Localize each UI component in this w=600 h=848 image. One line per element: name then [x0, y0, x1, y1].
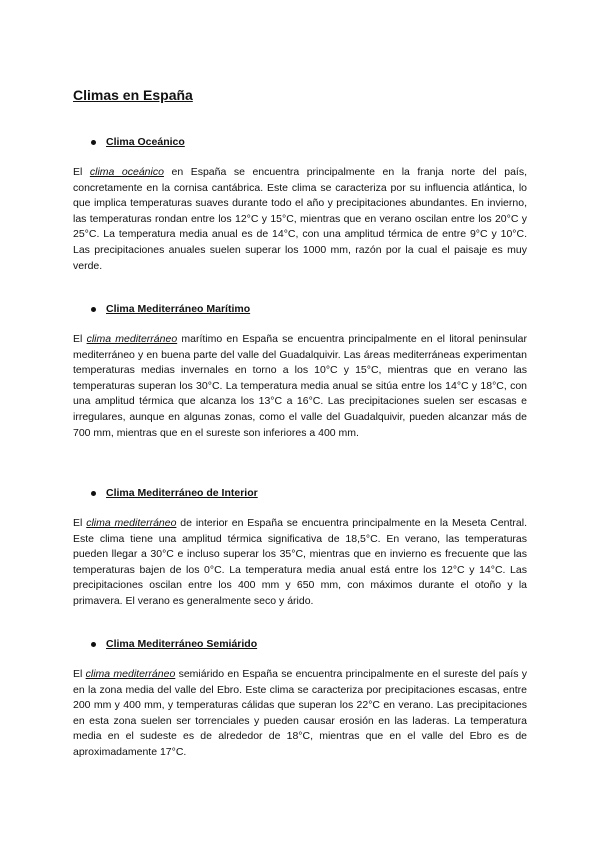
- section-heading: [91, 486, 527, 500]
- bullet-icon: [91, 140, 96, 145]
- term-link[interactable]: clima oceánico: [89, 166, 164, 178]
- paragraph-intro: El: [73, 517, 87, 529]
- section-paragraph: [73, 516, 527, 610]
- section-paragraph: [73, 667, 527, 761]
- section-heading-text: Clima Oceánico: [106, 136, 185, 148]
- section-heading: [91, 135, 527, 149]
- section-paragraph: [73, 332, 527, 441]
- paragraph-body: en España se encuentra principalmente en la franja norte del país, concretamente en la cornisa cantábrica. Este clima se caracteriza por su influencia atlántica, lo que implica temperaturas suaves durante todo el año y precipitaciones abundantes. En invierno, las temperaturas rondan entre los 12°C y 15°C, mientras que en verano oscilan entre los 20°C y 25°C. La temperatura media anual es de 14°C, con una amplitud térmica de entre 9°C y 10°C. Las precipitaciones anuales suelen superar los 1000 mm, razón por la cual el paisaje es muy verde.: [73, 166, 527, 272]
- paragraph-intro: El: [73, 333, 87, 345]
- term-link[interactable]: clima mediterráneo: [85, 668, 176, 680]
- bullet-icon: [91, 491, 96, 496]
- section-heading: [91, 302, 527, 316]
- section-paragraph: [73, 165, 527, 274]
- section-clima-mediterraneo-interior: [73, 486, 527, 610]
- term-link[interactable]: clima mediterráneo: [86, 517, 177, 529]
- section-clima-mediterraneo-semiarido: [73, 637, 527, 761]
- paragraph-intro: El: [73, 668, 86, 680]
- section-heading-text: Clima Mediterráneo Marítimo: [106, 303, 251, 315]
- paragraph-body: marítimo en España se encuentra principalmente en el litoral peninsular mediterráneo y en buena parte del valle del Guadalquivir. Las áreas mediterráneas experimentan temperaturas medias invernales en torno a los 10°C y 15°C, mientras que en verano las temperaturas superan los 30°C. La temperatura media anual se sitúa entre los 14°C y 18°C, con una amplitud térmica que alcanza los 13°C a 16°C. Las precipitaciones suelen ser escasas e irregulares, aunque en algunas zonas, como el valle del Guadalquivir, pueden alcanzar más de 700 mm, mientras que en el sureste son inferiores a 400 mm.: [73, 333, 527, 439]
- section-heading-text: Clima Mediterráneo de Interior: [106, 487, 258, 499]
- bullet-icon: [91, 307, 96, 312]
- section-heading-text: Clima Mediterráneo Semiárido: [106, 638, 258, 650]
- bullet-icon: [91, 642, 96, 647]
- section-clima-oceanico: [73, 135, 527, 274]
- paragraph-body: de interior en España se encuentra principalmente en la Meseta Central. Este clima tiene una amplitud térmica significativa de 18,5°C. En verano, las temperaturas pueden llegar a 30°C e incluso superar los 35°C, mientras que en invierno es frecuente que las temperaturas bajen de los 0°C. La temperatura media anual está entre los 12°C y 14°C. Las precipitaciones oscilan entre los 400 mm y 650 mm, con máximos durante el otoño y la primavera. El verano es generalmente seco y árido.: [73, 517, 528, 607]
- paragraph-intro: El: [73, 166, 90, 178]
- term-link[interactable]: clima mediterráneo: [86, 333, 178, 345]
- page-title: Climas en España: [73, 87, 193, 103]
- section-clima-mediterraneo-maritimo: [73, 302, 527, 441]
- paragraph-body: semiárido en España se encuentra principalmente en el sureste del país y en la zona media del valle del Ebro. Este clima se caracteriza por precipitaciones escasas, entre 200 mm y 400 mm, y temperaturas cálidas que superan los 22°C en verano. Las precipitaciones en esta zona suelen ser torrenciales y pueden causar erosión en las laderas. La temperatura media en el sudeste es de alrededor de 18°C, mientras que en el valle del Ebro es de aproximadamente 17°C.: [73, 668, 527, 758]
- section-heading: [91, 637, 527, 651]
